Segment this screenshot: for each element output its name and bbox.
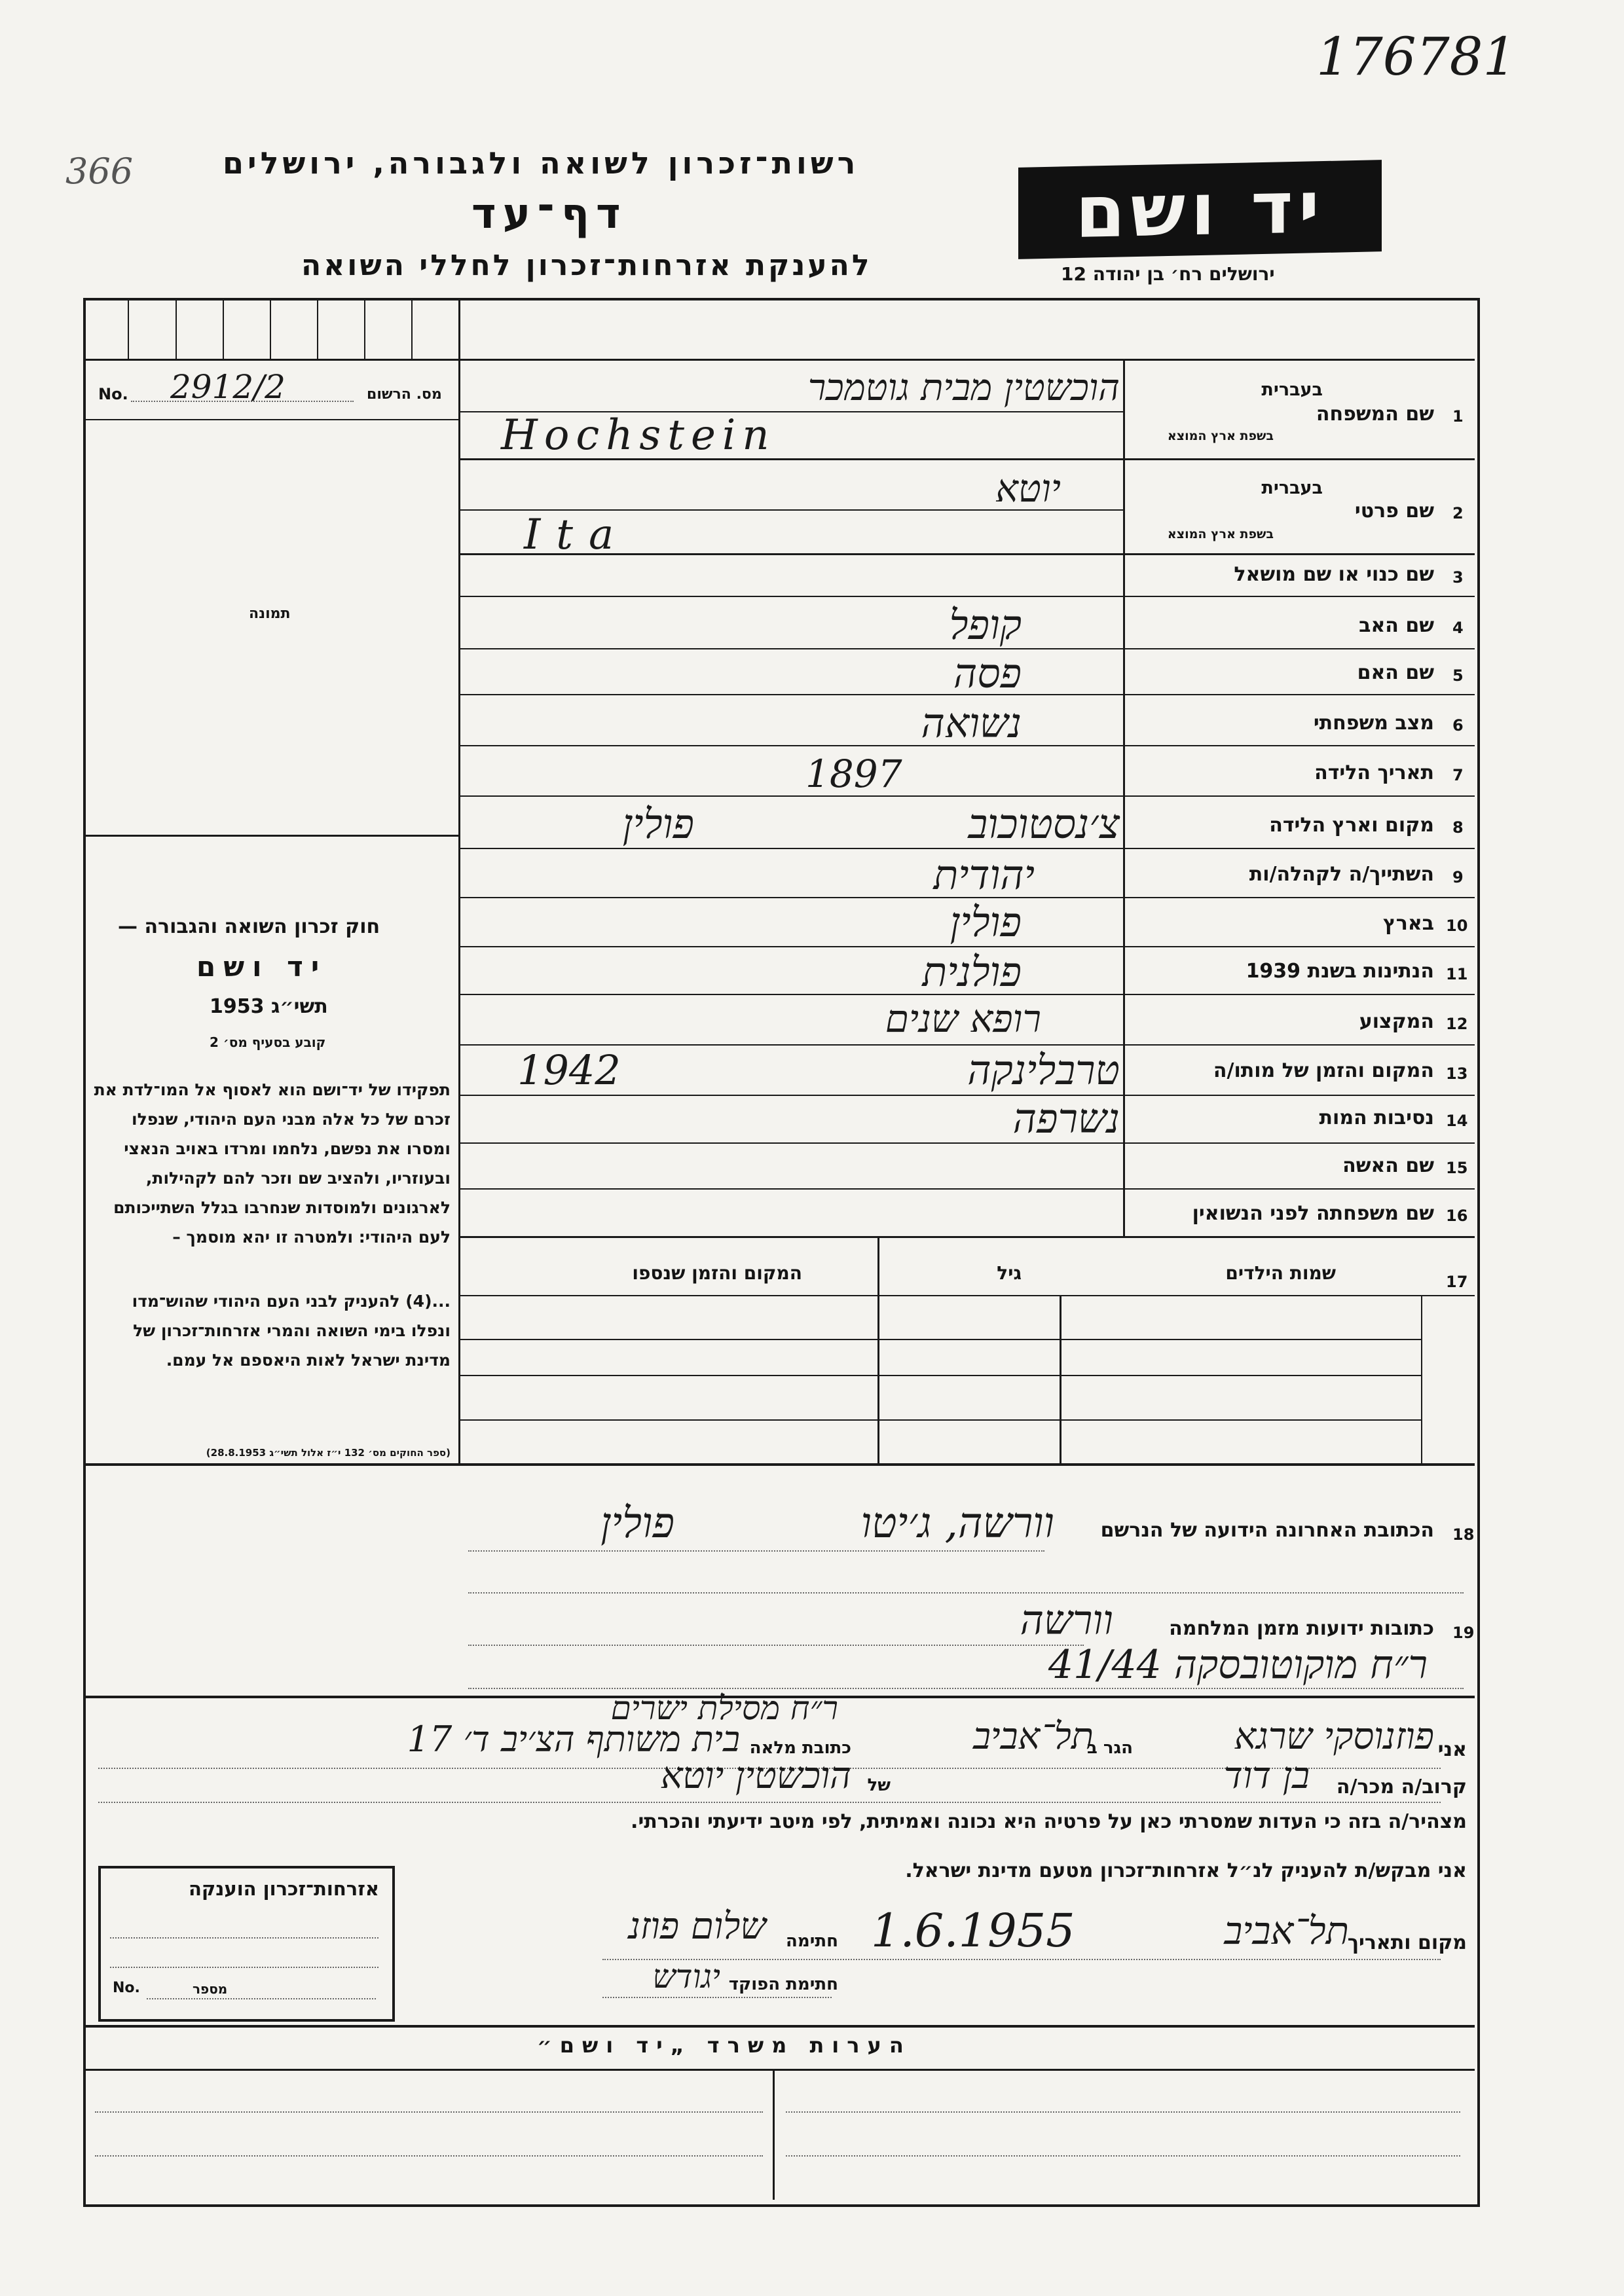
declarant-of-name: הוכשטין יוטא [660, 1755, 851, 1797]
registration-label: מס. הרשום [367, 386, 442, 403]
field-16-number: 16 [1446, 1207, 1468, 1225]
citizenship-box-number-label: מספר [193, 1981, 228, 1997]
children-col-age: גיל [997, 1262, 1022, 1284]
field-2-value-hebrew: יוטא [995, 466, 1061, 511]
field-6-label: מצב משפחתי [1313, 712, 1434, 735]
field-10-label: בארץ [1382, 912, 1434, 935]
declarant-i-label: אני [1437, 1738, 1467, 1761]
declarant-relation: בן דוד [1223, 1755, 1310, 1797]
field-1-label: שם המשפחה [1316, 403, 1434, 426]
field-2-value-latin: Ita [524, 511, 630, 559]
field-11-label: הנתינות בשנת 1939 [1246, 960, 1434, 983]
field-2-sub-top: בעברית [1261, 478, 1323, 498]
field-15-number: 15 [1446, 1159, 1468, 1177]
citizenship-box-no-label: No. [113, 1980, 140, 1996]
field-6-number: 6 [1452, 716, 1464, 735]
handwritten-corner-mark: 366 [65, 151, 134, 192]
field-5-value: פסה [953, 649, 1022, 697]
law-name: יד ושם [196, 951, 327, 983]
field-19-label: כתובות ידועות מזמן המלחמה [1169, 1617, 1434, 1640]
field-10-value: פולין [950, 898, 1022, 946]
field-19-value-street: ר״ח מוקוטובסקה 41/44 [1048, 1642, 1428, 1688]
form-subtitle: להענקת אזרחות־זכרון לחללי השואה [301, 249, 872, 282]
field-8-value: צ׳נסטוכוב [968, 800, 1120, 848]
declarant-of-label: של [867, 1776, 891, 1795]
field-11-number: 11 [1446, 965, 1468, 983]
field-18-value: וורשה, ג׳יטו [860, 1499, 1054, 1548]
field-8-number: 8 [1452, 818, 1464, 837]
form-title: דף־עד [471, 190, 627, 238]
citizenship-box-title: אזרחות־זכרון הוענקה [188, 1878, 379, 1900]
field-11-value: פולנית [922, 948, 1022, 996]
field-1-value-hebrew: הוכשטין מבית גוטמכר [807, 367, 1120, 409]
declarant-address-line2: ר״ח מסילת ישרים [610, 1689, 838, 1727]
logo-text: יד ושם [1075, 165, 1325, 254]
law-year: תשי״ג 1953 [210, 995, 328, 1018]
registration-number: 2912/2 [170, 368, 286, 406]
law-clause: קובע בסעיף מס׳ 2 [210, 1034, 326, 1050]
field-2-number: 2 [1452, 504, 1464, 522]
field-15-label: שם האשה [1342, 1154, 1434, 1177]
declarant-name: פוזנוסקי שרגא [1234, 1715, 1434, 1758]
signature-label: חתימה [786, 1931, 838, 1951]
field-12-number: 12 [1446, 1015, 1468, 1033]
field-1-value-latin: Hochstein [501, 411, 776, 460]
field-7-label: תאריך הלידה [1314, 761, 1434, 784]
field-13-value: טרבלינקה [967, 1046, 1120, 1094]
field-2-sub-bottom: בשפת ארץ המוצא [1167, 527, 1274, 541]
field-7-value: 1897 [805, 752, 902, 796]
yad-vashem-logo [1018, 160, 1382, 259]
registration-no-label: No. [98, 385, 128, 403]
field-7-number: 7 [1452, 766, 1464, 784]
field-3-label: שם כנוי או שם מושאל [1234, 563, 1434, 586]
office-notes-title: הערות משרד „יד ושם״ [537, 2033, 912, 2058]
photo-label: תמונה [249, 606, 291, 622]
handwritten-top-number: 176781 [1316, 26, 1517, 87]
field-6-value: נשואה [921, 699, 1022, 747]
field-19-value: וורשה [1020, 1596, 1113, 1644]
declarant-lives-label: הגר ב [1086, 1738, 1133, 1758]
field-4-label: שם האב [1359, 614, 1434, 637]
field-5-label: שם האם [1357, 661, 1434, 684]
place-date-label: מקום ותאריך [1347, 1931, 1467, 1954]
declarant-statement-1: מצהיר/ה בזה כי העדות שמסרתי כאן על פרטיה היא נכונה ואמיתית, לפי מיטב ידיעתי והכרתי. [631, 1810, 1467, 1833]
field-14-label: נסיבות המות [1319, 1106, 1434, 1129]
field-17-number: 17 [1446, 1273, 1468, 1291]
field-12-value: רופא שנים [885, 996, 1041, 1041]
declarant-address-label: כתובת מלאה [749, 1738, 851, 1758]
field-10-number: 10 [1446, 917, 1468, 935]
field-4-number: 4 [1452, 619, 1464, 637]
field-9-value: יהודית [933, 851, 1035, 899]
field-9-label: השתייך/ה לקהלה/ות [1249, 863, 1434, 886]
citizenship-box [98, 1866, 395, 2022]
field-14-number: 14 [1446, 1112, 1468, 1130]
field-1-sub-bottom: בשפת ארץ המוצא [1167, 429, 1274, 443]
header-address: ירושלים רח׳ בן יהודה 12 [1061, 263, 1275, 285]
field-18-label: הכתובת האחרונה הידועה של הנרשם [1100, 1519, 1434, 1542]
field-8-value-country: פולין [622, 800, 694, 848]
field-2-label: שם פרטי [1354, 500, 1434, 522]
officer-signature: יגודש [652, 1958, 720, 1995]
declarant-city: תל־אביב [972, 1715, 1094, 1758]
field-18-number: 18 [1452, 1525, 1475, 1544]
field-14-value: נשרפה [1012, 1095, 1120, 1142]
declaration-date: 1.6.1955 [871, 1904, 1075, 1958]
children-col-place: המקום והזמן שנספו [632, 1262, 802, 1284]
field-4-value: קופל [949, 601, 1022, 649]
field-8-label: מקום וארץ הלידה [1269, 814, 1434, 837]
field-13-label: המקום והזמן של מותו/ה [1213, 1059, 1434, 1082]
authority-title: רשות־זכרון לשואה ולגבורה, ירושלים [223, 145, 860, 181]
declarant-statement-2: אני מבקש/ת להעניק לנ״ל אזרחות־זכרון מטעם מדינת ישראל. [905, 1859, 1467, 1882]
field-1-number: 1 [1452, 407, 1464, 426]
field-16-label: שם משפחתה לפני הנשואין [1192, 1202, 1434, 1225]
declarant-relation-label: קרוב/ה מכר/ה [1336, 1776, 1467, 1798]
field-9-number: 9 [1452, 868, 1464, 886]
field-3-number: 3 [1452, 568, 1464, 587]
field-13-number: 13 [1446, 1065, 1468, 1083]
law-title: חוק זכרון השואה והגבורה — [118, 915, 380, 938]
declaration-place: תל־אביב [1224, 1908, 1349, 1953]
field-5-number: 5 [1452, 666, 1464, 685]
declarant-address: בית משותף הצ׳יב ד׳ 17 [407, 1719, 740, 1760]
field-1-sub-top: בעברית [1261, 380, 1323, 400]
field-12-label: המקצוע [1359, 1010, 1434, 1033]
field-13-value-year: 1942 [517, 1046, 621, 1094]
law-paragraph-1: תפקידו של יד־ושם הוא לאסוף אל המו־לדת את זכרם של כל אלה מבני העם היהודי, שנפלו ומסרו את נפשם, נלחמו ומרדו באויב הנאצי ובעוזריו, ולהציב שם וזכר להם לקהילות, לארגונים ולמוסדות שנחרבו בגלל השתייכותם לעם היהודי: ולמטרה זו יהא מוסמך – [94, 1080, 451, 1247]
law-paragraph-2: ...(4) להעניק לבני העם היהודי שהוש־מדו ונפלו בימי השואה והמרי אזרחות־זכרון של מדינת ישראל לאות היאספם אל עמם. [132, 1292, 451, 1370]
field-18-value-country: פולין [600, 1499, 674, 1548]
declarant-signature: שלום פוזנ [628, 1905, 766, 1948]
officer-signature-label: חתימת הפוקד [728, 1975, 838, 1994]
children-col-names: שמות הילדים [1225, 1262, 1336, 1284]
law-source: (ספר החוקים מס׳ 132 י״ז אלול תשי״ג 28.8.1953) [206, 1447, 451, 1459]
field-19-number: 19 [1452, 1624, 1475, 1642]
